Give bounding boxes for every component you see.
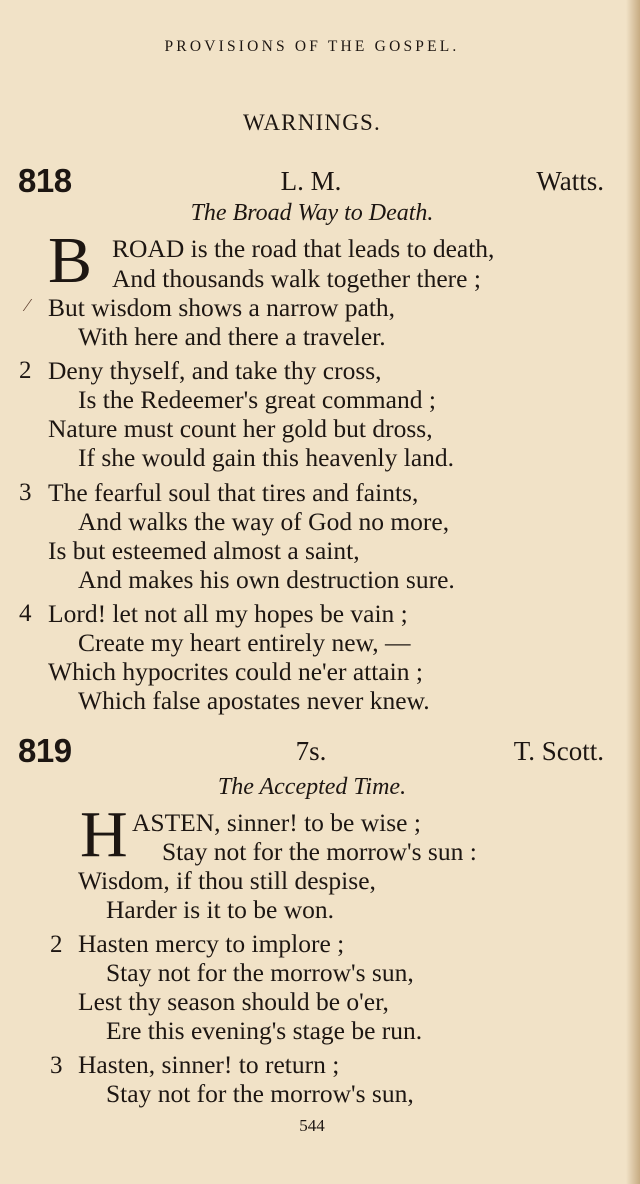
verse-line: Ere this evening's stage be run. [106, 1016, 423, 1045]
stanza-number: 3 [19, 479, 32, 506]
hymn-number: 818 [18, 162, 72, 199]
drop-cap: H [80, 798, 128, 871]
stanza-number: 3 [50, 1052, 63, 1079]
hymn-meter: 7s. [295, 736, 327, 766]
running-head: PROVISIONS OF THE GOSPEL. [164, 38, 460, 55]
verse-line: Which false apostates never knew. [78, 686, 430, 715]
hymn-meter: L. M. [280, 166, 342, 196]
verse-line: And walks the way of God no more, [78, 507, 450, 536]
section-title: WARNINGS. [243, 110, 381, 135]
hymn-author: Watts. [536, 166, 604, 196]
hymn-subtitle: The Accepted Time. [217, 774, 407, 800]
verse-line: Stay not for the morrow's sun, [106, 1079, 414, 1108]
verse-line: If she would gain this heavenly land. [78, 443, 455, 472]
verse-line: Nature must count her gold but dross, [48, 414, 433, 443]
pencil-mark: ⁄ [26, 295, 30, 315]
stanza-number: 2 [19, 357, 32, 384]
stanza-number: 4 [19, 600, 32, 627]
verse-line: Which hypocrites could ne'er attain ; [48, 657, 423, 686]
verse-line: Is the Redeemer's great command ; [78, 385, 436, 414]
verse-line: Is but esteemed almost a saint, [48, 536, 360, 565]
verse-line: Deny thyself, and take thy cross, [48, 356, 382, 385]
verse-line: ROAD is the road that leads to death, [112, 234, 495, 263]
verse-line: Create my heart entirely new, — [78, 628, 411, 657]
verse-line: Lest thy season should be o'er, [78, 987, 389, 1016]
page-number: 544 [299, 1116, 325, 1135]
stanza-number: 2 [50, 931, 63, 958]
verse-line: And thousands walk together there ; [112, 264, 481, 293]
verse-line: Lord! let not all my hopes be vain ; [48, 599, 408, 628]
verse-line: The fearful soul that tires and faints, [48, 478, 419, 507]
hymn-number: 819 [18, 732, 72, 769]
verse-line: Hasten mercy to implore ; [78, 929, 345, 958]
drop-cap: B [48, 224, 93, 297]
verse-line: Harder is it to be won. [106, 895, 335, 924]
verse-line: But wisdom shows a narrow path, [48, 293, 396, 322]
verse-line: With here and there a traveler. [78, 322, 386, 351]
hymn-subtitle: The Broad Way to Death. [190, 200, 434, 226]
verse-line: Stay not for the morrow's sun : [162, 837, 477, 866]
verse-line: And makes his own destruction sure. [78, 565, 455, 594]
verse-line: Stay not for the morrow's sun, [106, 958, 414, 987]
hymn-author: T. Scott. [513, 736, 604, 766]
verse-line: Wisdom, if thou still despise, [78, 866, 376, 895]
verse-line: Hasten, sinner! to return ; [78, 1050, 340, 1079]
hymn-819-header [18, 732, 604, 769]
hymn-818-header [18, 162, 604, 199]
verse-line: ASTEN, sinner! to be wise ; [132, 808, 421, 837]
page-edge-shadow [626, 0, 640, 1184]
